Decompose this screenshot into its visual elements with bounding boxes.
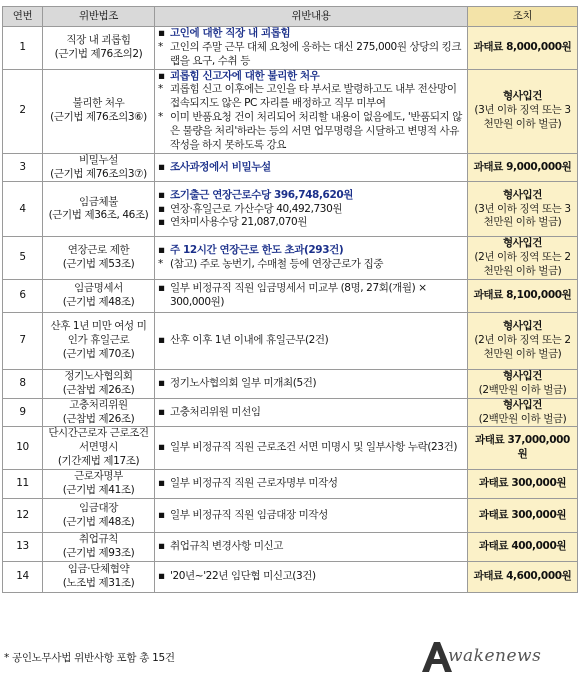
content-cell: [155, 499, 468, 533]
content-cell: [155, 153, 468, 182]
action-detail: (2백만원 이하 벌금): [478, 383, 567, 396]
law-cell: [43, 562, 155, 593]
content-item: [158, 282, 464, 310]
action-title: 형사입건: [503, 370, 542, 383]
bullet-mark: ▪: [158, 216, 165, 229]
content-text: 일부 비정규직 직원 임금대장 미작성: [170, 508, 328, 521]
law-cell: [43, 398, 155, 427]
content-item: [158, 111, 464, 153]
row-number: 8: [3, 370, 43, 399]
action-title: 형사입건: [503, 237, 542, 250]
action-cell: [468, 182, 578, 237]
action-title: 과태료 300,000원: [478, 508, 567, 521]
action-detail: (3년 이하 징역 또는 3천만원 이하 벌금): [474, 104, 571, 131]
row-number: 13: [3, 533, 43, 562]
table-row: [3, 398, 578, 427]
table-row: [3, 427, 578, 470]
law-article: (근기법 제76조의3⑥): [50, 111, 147, 124]
table-header-row: [3, 7, 578, 27]
content-item: [158, 570, 464, 584]
action-title: 과태료 400,000원: [478, 540, 567, 553]
bullet-mark: ▪: [158, 334, 165, 347]
content-item: [158, 258, 464, 272]
bullet-mark: ▪: [158, 540, 165, 553]
action-cell: [468, 69, 578, 153]
bullet-mark: *: [158, 111, 163, 124]
bullet-mark: ▪: [158, 160, 165, 173]
content-text: 고인의 주말 근무 대체 요청에 응하는 대신 275,000원 상당의 킹크랩을 요구, 수취 등: [170, 40, 462, 67]
content-item: [158, 244, 464, 258]
action-title: 과태료 8,100,000원: [473, 289, 572, 302]
action-cell: [468, 27, 578, 70]
action-cell: [468, 398, 578, 427]
law-name: 산후 1년 미만 여성 미인가 휴일근로: [50, 320, 147, 347]
row-number: 3: [3, 153, 43, 182]
law-cell: [43, 427, 155, 470]
content-cell: [155, 237, 468, 280]
law-cell: [43, 533, 155, 562]
table-row: [3, 499, 578, 533]
law-article: (근참법 제26조): [62, 412, 135, 425]
law-article: (근기법 제76조의2): [54, 47, 143, 60]
action-cell: [468, 237, 578, 280]
row-number: 11: [3, 470, 43, 499]
row-number: 12: [3, 499, 43, 533]
content-text: (참고) 주로 농번기, 수매철 등에 연장근로가 집중: [170, 258, 384, 271]
content-item: [158, 377, 464, 391]
content-item: [158, 540, 464, 554]
action-cell: [468, 370, 578, 399]
table-row: [3, 280, 578, 313]
law-name: 정기노사협의회: [64, 370, 133, 383]
law-name: 임금·단체협약: [67, 563, 130, 576]
content-text: 조기출근 연장근로수당 396,748,620원: [170, 188, 354, 201]
row-number: 5: [3, 237, 43, 280]
content-text: 일부 비정규직 직원 임금명세서 미교부 (8명, 27회(개월) × 300,000원): [170, 282, 427, 309]
table-body: [3, 27, 578, 593]
table-row: [3, 237, 578, 280]
row-number: 10: [3, 427, 43, 470]
content-item: [158, 189, 464, 203]
action-cell: [468, 153, 578, 182]
content-text: 괴롭힘 신고 이후에는 고인을 타 부서로 발령하고도 내부 전산망이 접속되지도 않은 PC 자리를 배정하고 직무 미부여: [170, 83, 457, 110]
law-name: 고충처리위원: [69, 398, 128, 411]
law-name: 근로자명부: [74, 470, 123, 483]
law-cell: [43, 313, 155, 370]
table-row: [3, 370, 578, 399]
row-number: 2: [3, 69, 43, 153]
law-article: (노조법 제31조): [62, 577, 135, 590]
law-name: 취업규칙: [79, 533, 118, 546]
content-item: [158, 477, 464, 491]
bullet-mark: ▪: [158, 69, 165, 82]
action-cell: [468, 533, 578, 562]
content-text: 연차미사용수당 21,087,070원: [170, 216, 308, 229]
content-text: 조사과정에서 비밀누설: [170, 160, 271, 173]
header-action: 조치: [468, 7, 578, 27]
content-item: [158, 216, 464, 230]
content-cell: [155, 182, 468, 237]
law-cell: [43, 499, 155, 533]
table-row: [3, 153, 578, 182]
action-cell: [468, 499, 578, 533]
law-cell: [43, 69, 155, 153]
content-text: 연장·휴일근로 가산수당 40,492,730원: [170, 202, 343, 215]
content-text: 이미 반품요청 건이 처리되어 처리할 내용이 없음에도, '반품되지 않은 물량을 처리'하라는 등의 서면 업무명령을 시달하고 변명적 사유 작성을 하지 못하도록 강요: [170, 111, 462, 151]
table-row: [3, 27, 578, 70]
header-no: 연번: [3, 7, 43, 27]
header-law: 위반법조: [43, 7, 155, 27]
bullet-mark: *: [158, 258, 163, 271]
law-article: (근기법 제70조): [62, 347, 135, 360]
content-cell: [155, 427, 468, 470]
action-title: 과태료 4,600,000원: [473, 570, 572, 583]
table-row: [3, 182, 578, 237]
table-row: [3, 69, 578, 153]
bullet-mark: ▪: [158, 441, 165, 454]
action-title: 형사입건: [503, 90, 542, 103]
action-title: 형사입건: [503, 398, 542, 411]
law-name: 임금명세서: [74, 282, 123, 295]
action-detail: (3년 이하 징역 또는 3천만원 이하 벌금): [474, 202, 571, 229]
law-cell: [43, 153, 155, 182]
bullet-mark: ▪: [158, 244, 165, 257]
law-name: 불리한 처우: [72, 97, 125, 110]
row-number: 9: [3, 398, 43, 427]
bullet-mark: ▪: [158, 570, 165, 583]
content-cell: [155, 370, 468, 399]
content-item: [158, 83, 464, 111]
law-article: (근기법 제53조): [62, 258, 135, 271]
content-cell: [155, 280, 468, 313]
content-cell: [155, 398, 468, 427]
bullet-mark: ▪: [158, 376, 165, 389]
content-cell: [155, 470, 468, 499]
action-detail: (2년 이하 징역 또는 2천만원 이하 벌금): [474, 251, 571, 278]
bullet-mark: *: [158, 83, 163, 96]
content-cell: [155, 313, 468, 370]
bullet-mark: ▪: [158, 27, 165, 39]
table-row: [3, 313, 578, 370]
law-name: 연장근로 제한: [67, 244, 130, 257]
content-text: 일부 비정규직 직원 근로자명부 미작성: [170, 477, 338, 490]
row-number: 6: [3, 280, 43, 313]
law-cell: [43, 370, 155, 399]
action-cell: [468, 470, 578, 499]
bullet-mark: ▪: [158, 405, 165, 418]
law-cell: [43, 182, 155, 237]
bullet-mark: *: [158, 40, 163, 53]
content-item: [158, 406, 464, 420]
action-detail: (2백만원 이하 벌금): [478, 412, 567, 425]
footnote: * 공인노무사법 위반사항 포함 총 15건: [4, 652, 175, 664]
content-text: 정기노사협의회 일부 미개최(5건): [170, 376, 317, 389]
content-item: [158, 70, 464, 84]
bullet-mark: ▪: [158, 477, 165, 490]
content-item: [158, 27, 464, 41]
law-article: (근기법 제93조): [62, 547, 135, 560]
law-name: 임금대장: [79, 501, 118, 514]
law-cell: [43, 237, 155, 280]
action-title: 과태료 9,000,000원: [473, 160, 572, 173]
bullet-mark: ▪: [158, 508, 165, 521]
content-text: '20년~'22년 임단협 미신고(3건): [170, 570, 316, 583]
action-cell: [468, 313, 578, 370]
content-text: 고인에 대한 직장 내 괴롭힘: [170, 27, 291, 39]
law-name: 비밀누설: [79, 153, 118, 166]
action-title: 과태료 37,000,000원: [475, 434, 570, 461]
law-article: (근기법 제76조의3⑦): [50, 167, 147, 180]
row-number: 14: [3, 562, 43, 593]
law-cell: [43, 27, 155, 70]
content-cell: [155, 69, 468, 153]
table-row: [3, 562, 578, 593]
law-article: (근기법 제48조): [62, 296, 135, 309]
content-text: 주 12시간 연장근로 한도 초과(293건): [170, 244, 344, 257]
law-article: (기간제법 제17조): [57, 455, 140, 468]
law-article: (근참법 제26조): [62, 383, 135, 396]
row-number: 7: [3, 313, 43, 370]
content-text: 산후 이후 1년 이내에 휴일근무(2건): [170, 334, 329, 347]
action-cell: [468, 280, 578, 313]
action-cell: [468, 562, 578, 593]
content-text: 일부 비정규직 직원 근로조건 서면 미명시 및 일부사항 누락(23건): [170, 441, 458, 454]
action-title: 과태료 8,000,000원: [473, 40, 572, 53]
content-item: [158, 509, 464, 523]
bullet-mark: ▪: [158, 282, 165, 295]
law-article: (근기법 제41조): [62, 484, 135, 497]
law-name: 직장 내 괴롭힘: [66, 33, 131, 46]
content-item: [158, 41, 464, 69]
law-article: (근기법 제36조, 46조): [48, 209, 149, 222]
row-number: 1: [3, 27, 43, 70]
content-text: 취업규칙 변경사항 미신고: [170, 540, 284, 553]
header-content: 위반내용: [155, 7, 468, 27]
content-cell: [155, 562, 468, 593]
content-text: 고충처리위원 미선임: [170, 405, 261, 418]
bullet-mark: ▪: [158, 202, 165, 215]
table-row: [3, 533, 578, 562]
action-detail: (2년 이하 징역 또는 2천만원 이하 벌금): [474, 334, 571, 360]
bullet-mark: ▪: [158, 188, 165, 201]
law-cell: [43, 470, 155, 499]
action-title: 과태료 300,000원: [478, 477, 567, 490]
row-number: 4: [3, 182, 43, 237]
table-row: [3, 470, 578, 499]
content-item: [158, 161, 464, 175]
law-name: 임금체불: [79, 195, 118, 208]
action-title: 형사입건: [503, 320, 542, 333]
law-article: (근기법 제48조): [62, 515, 135, 528]
law-name: 단시간근로자 근로조건 서면명시: [48, 427, 149, 454]
content-item: [158, 441, 464, 455]
content-text: 괴롭힘 신고자에 대한 불리한 처우: [170, 69, 320, 82]
content-item: [158, 203, 464, 217]
content-cell: [155, 533, 468, 562]
action-cell: [468, 427, 578, 470]
content-item: [158, 334, 464, 348]
action-title: 형사입건: [503, 188, 542, 201]
violations-table: [2, 6, 578, 593]
watermark-text: wakenews: [448, 646, 542, 666]
content-cell: [155, 27, 468, 70]
law-cell: [43, 280, 155, 313]
